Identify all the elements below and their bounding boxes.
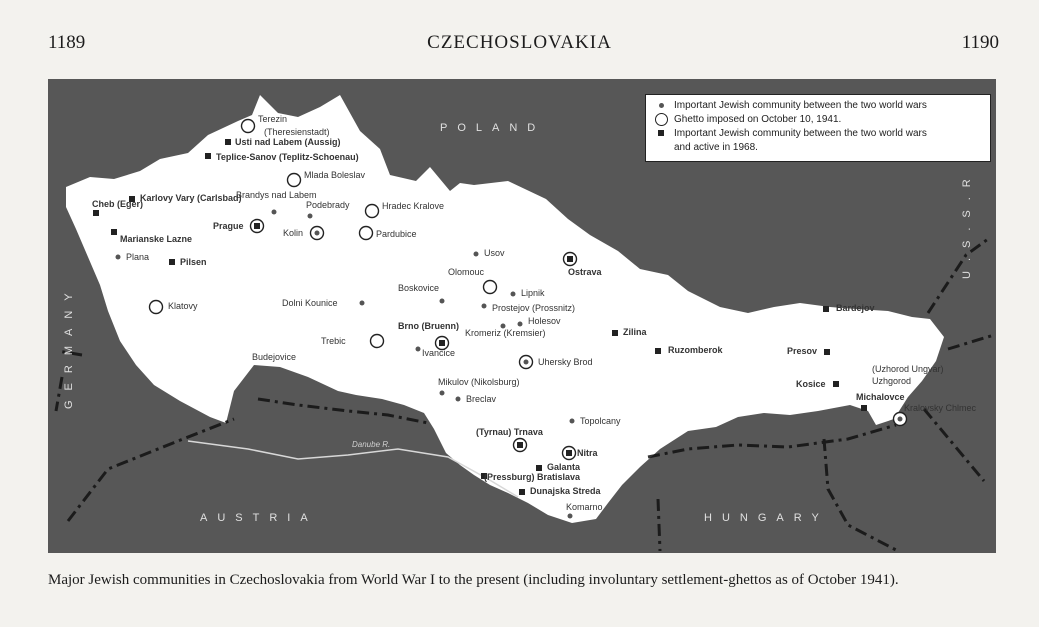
legend-community-label: Important Jewish community between the two world wars <box>674 100 927 111</box>
place-label: Usov <box>484 248 505 258</box>
place-label: Hradec Kralove <box>382 201 445 211</box>
place-label: Uhersky Brod <box>538 357 593 367</box>
place-label: Komarno <box>566 502 603 512</box>
community-dot-icon <box>254 366 259 371</box>
place-label: Olomouc <box>448 267 485 277</box>
active-square-icon <box>861 405 867 411</box>
place-label: Dunajska Streda <box>530 486 601 496</box>
active-square-icon <box>439 340 445 346</box>
active-square-icon <box>536 465 542 471</box>
active-square-icon <box>655 348 661 354</box>
place-label: Pardubice <box>376 229 417 239</box>
legend-ring-icon <box>654 113 668 129</box>
active-square-icon <box>517 442 523 448</box>
place-uhersky-brod <box>520 356 593 369</box>
place-label: Galanta <box>547 462 581 472</box>
active-square-icon <box>823 306 829 312</box>
place-label: Kosice <box>796 379 826 389</box>
place-nitra <box>563 447 599 460</box>
community-dot-icon <box>272 210 277 215</box>
community-dot-icon <box>568 514 573 519</box>
community-dot-icon <box>440 299 445 304</box>
place-label: Podebrady <box>306 200 350 210</box>
place-label: Budejovice <box>252 352 297 362</box>
community-dot-icon <box>116 255 121 260</box>
place-label: Marianske Lazne <box>120 234 193 244</box>
active-square-icon <box>205 153 211 159</box>
place-label: Ruzomberok <box>668 345 723 355</box>
place-label: Boskovice <box>398 283 440 293</box>
ghetto-ring-icon <box>371 335 384 348</box>
active-square-icon <box>824 349 830 355</box>
figure-caption: Major Jewish communities in Czechoslovakia from World War I to the present (including involuntary settlement-ghettos as of October 1941). <box>48 572 899 588</box>
place-label: Mlada Boleslav <box>304 170 366 180</box>
place-usti-nad-labem-aussig <box>225 137 341 147</box>
place-prostejov-prossnitz <box>482 303 576 313</box>
community-dot-icon <box>308 214 313 219</box>
place-label: Presov <box>787 346 818 356</box>
place-label: Terezin <box>258 114 288 124</box>
community-dot-icon <box>482 304 487 309</box>
place-ivancice <box>416 347 456 359</box>
active-square-icon <box>93 210 99 216</box>
country-label-germany: GERMANY <box>63 283 75 409</box>
country-label-poland: POLAND <box>440 122 546 134</box>
place-label: Klatovy <box>168 301 198 311</box>
community-dot-icon <box>360 301 365 306</box>
place-label: Nitra <box>577 448 598 458</box>
ghetto-ring-icon <box>484 281 497 294</box>
ghetto-ring-icon <box>366 205 379 218</box>
place-label: Prostejov (Prossnitz) <box>492 303 576 313</box>
place-label: Bardejov <box>836 303 875 313</box>
place-prague <box>213 220 264 233</box>
legend-active-label-line1: Important Jewish community between the two world wars <box>674 128 927 139</box>
place-dunajska-streda <box>519 486 602 496</box>
place-pardubice <box>360 227 417 240</box>
place-teplice-sanov-teplitz-schoenau <box>205 152 359 162</box>
place-label: Brno (Bruenn) <box>398 321 459 331</box>
active-square-icon <box>519 489 525 495</box>
place-label: (Theresienstadt) <box>264 127 330 137</box>
country-label-austria: AUSTRIA <box>200 512 318 524</box>
active-square-icon <box>169 259 175 265</box>
river-label-danube: Danube R. <box>352 440 391 449</box>
country-label-ussr: U.S.S.R <box>961 169 973 279</box>
place-label: (Pressburg) Bratislava <box>484 472 581 482</box>
active-square-icon <box>225 139 231 145</box>
place-uzhorod-ungvar <box>872 364 944 374</box>
place-label: Cheb (Eger) <box>92 199 144 209</box>
place-label: Ostrava <box>568 267 602 277</box>
ghetto-ring-icon <box>360 227 373 240</box>
active-square-icon <box>567 256 573 262</box>
community-dot-icon <box>511 292 516 297</box>
place-label: Karlovy Vary (Carlsbad) <box>140 193 242 203</box>
community-dot-icon <box>518 322 523 327</box>
place-label: Kralovsky Chlmec <box>904 403 977 413</box>
place-label: Dolni Kounice <box>282 298 338 308</box>
country-label-hungary: HUNGARY <box>704 512 829 524</box>
community-dot-icon <box>416 347 421 352</box>
active-square-icon <box>566 450 572 456</box>
place-label: Trebic <box>321 336 346 346</box>
ghetto-ring-icon <box>288 174 301 187</box>
active-square-icon <box>612 330 618 336</box>
place-label: Holesov <box>528 316 561 326</box>
community-dot-icon <box>524 360 529 365</box>
place-label: Plana <box>126 252 150 262</box>
place-label: Brandys nad Labem <box>236 190 317 200</box>
place-label: Lipnik <box>521 288 545 298</box>
place-pressburg-bratislava <box>481 472 581 482</box>
active-square-icon <box>833 381 839 387</box>
community-dot-icon <box>440 391 445 396</box>
ghetto-ring-icon <box>150 301 163 314</box>
page-title: CZECHOSLOVAKIA <box>427 32 612 53</box>
page-number-left: 1189 <box>48 32 86 53</box>
ghetto-ring-icon <box>242 120 255 133</box>
page-number-right: 1190 <box>961 32 999 53</box>
place-uzhgorod <box>872 376 911 386</box>
place-label: Kolin <box>283 228 304 238</box>
place-label: Michalovce <box>856 392 905 402</box>
map-legend <box>645 94 991 162</box>
legend-square-icon <box>654 128 668 139</box>
community-dot-icon <box>570 419 575 424</box>
legend-dot-icon <box>654 100 668 111</box>
active-square-icon <box>254 223 260 229</box>
place-label: Breclav <box>466 394 497 404</box>
community-dot-icon <box>898 417 903 422</box>
place-label: Uzhgorod <box>872 376 912 386</box>
place-label: Usti nad Labem (Aussig) <box>235 137 341 147</box>
place-label: Topolcany <box>580 416 621 426</box>
place-label: Kromeriz (Kremsier) <box>465 328 546 338</box>
legend-active-label-line2: and active in 1968. <box>674 142 758 153</box>
place-label: Ivancice <box>422 348 456 358</box>
place-label: Mikulov (Nikolsburg) <box>438 377 520 387</box>
place-label: (Tyrnau) Trnava <box>476 427 543 437</box>
community-dot-icon <box>315 231 320 236</box>
community-dot-icon <box>456 397 461 402</box>
place-theresienstadt <box>264 127 330 137</box>
place-label: Prague <box>213 221 244 231</box>
place-label: Teplice-Sanov (Teplitz-Schoenau) <box>216 152 359 162</box>
place-label: Pilsen <box>180 257 207 267</box>
active-square-icon <box>111 229 117 235</box>
place-karlovy-vary-carlsbad <box>129 193 242 203</box>
place-label: Zilina <box>623 327 647 337</box>
place-label: (Uzhorod Ungvar) <box>872 364 944 374</box>
community-dot-icon <box>474 252 479 257</box>
legend-ghetto-label: Ghetto imposed on October 10, 1941. <box>674 114 842 125</box>
